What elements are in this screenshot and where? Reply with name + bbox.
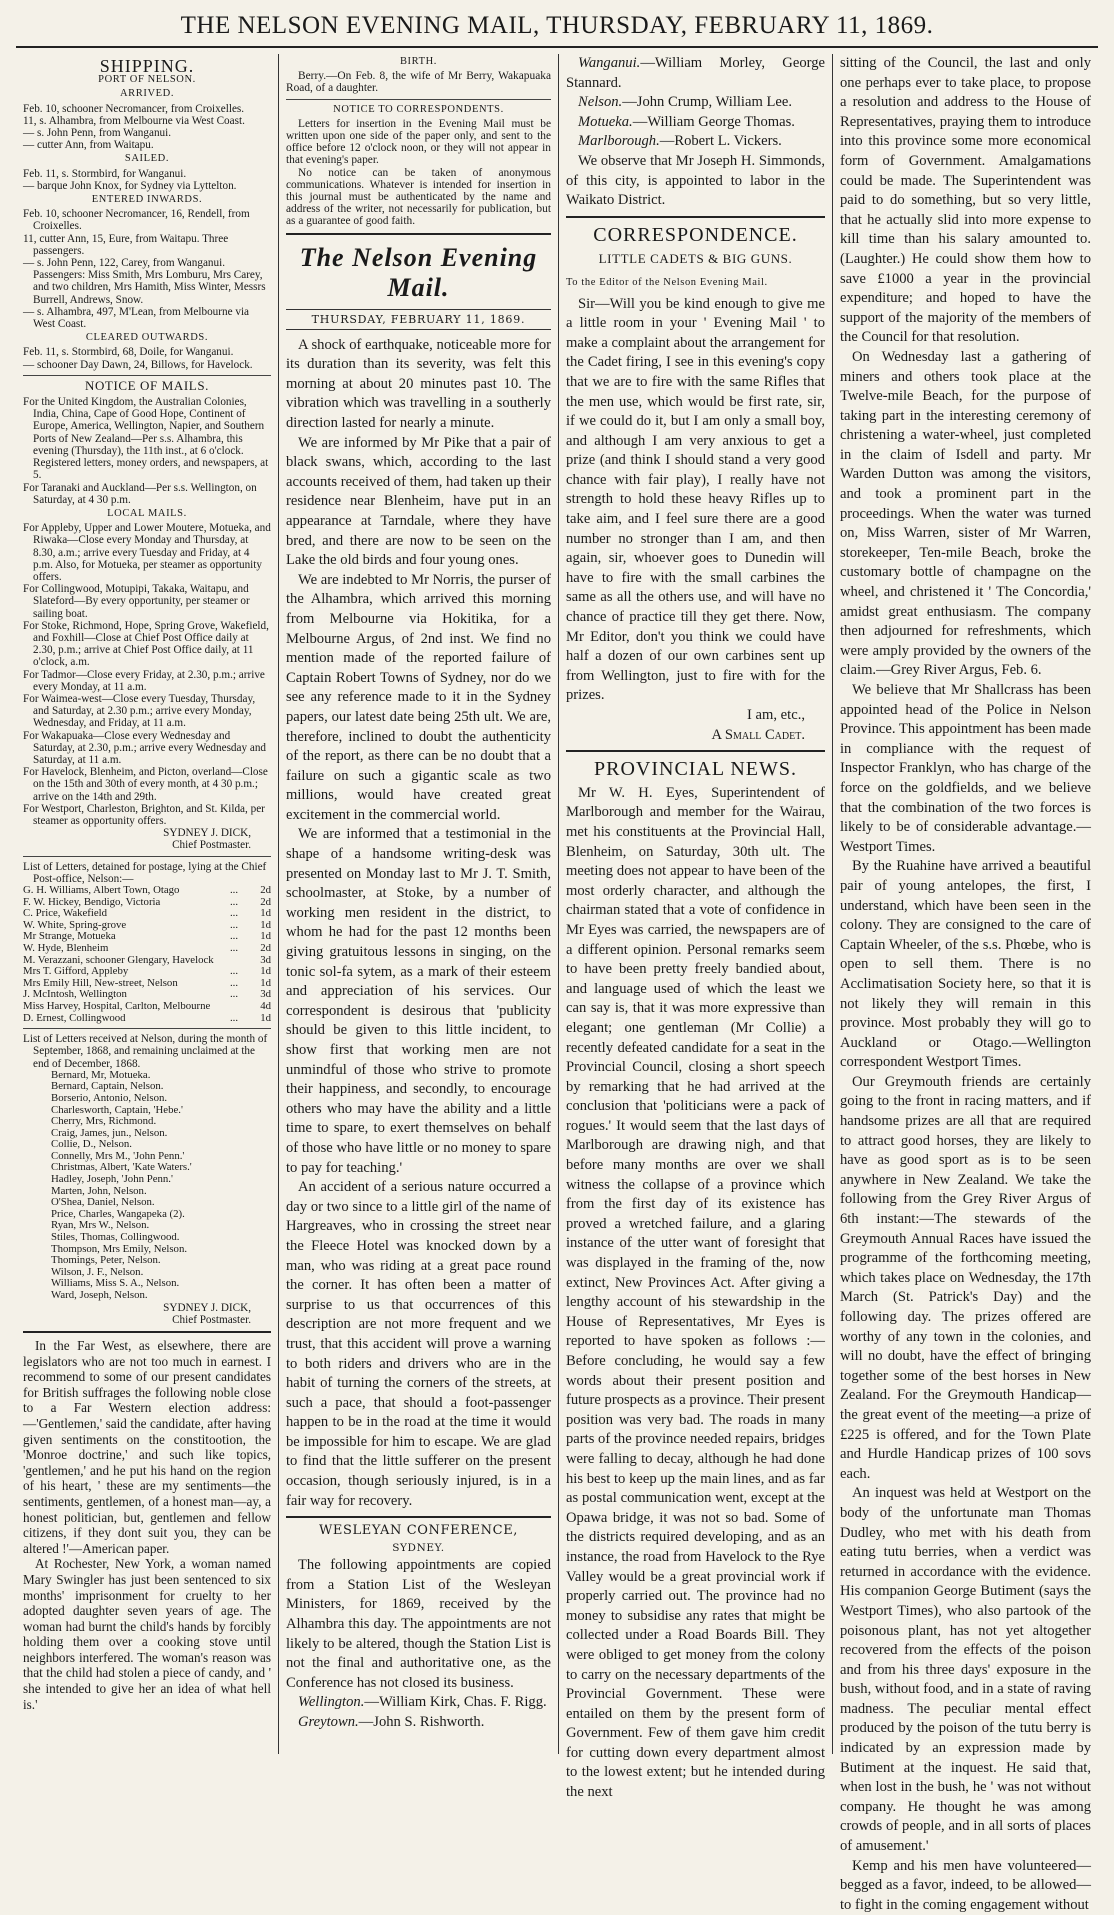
column-2	[279, 54, 559, 1754]
correspondence-heading: CORRESPONDENCE.	[593, 223, 798, 246]
table-row: D. Ernest, Collingwood ... 1d	[23, 1011, 271, 1024]
article-rochester: At Rochester, New York, a woman named Mary Swingler has just been sentenced to six months' imprisonment for cruelty to her adopted daughter seven years of age. The woman had burnt the child's hands by forcibly holding them over a cooking stove until neighbors interfered. The woman's reason was that the child had stolen a piece of candy, and ' she intended to give her an idea of what hell is.'	[23, 1556, 271, 1712]
entered-heading: ENTERED INWARDS.	[91, 194, 203, 206]
arrived-list	[23, 103, 271, 152]
provincial-heading: PROVINCIAL NEWS.	[593, 758, 798, 781]
appointment: Motueka.—William George Thomas.	[578, 113, 795, 130]
divider	[566, 216, 825, 218]
table-row: Mrs T. Gifford, Appleby ... 1d	[23, 965, 271, 978]
notice-heading: NOTICE TO CORRESPONDENTS.	[333, 103, 504, 115]
signature-name: SYDNEY J. DICK,	[163, 1301, 251, 1314]
list-item: Ryan, Mrs W., Nelson.	[51, 1219, 150, 1232]
local-mail-item: For Tadmor—Close every Friday, at 2.30, p.m.; arrive every Monday, at 11 a.m.	[23, 668, 265, 693]
table-row: Mr Strange, Motueka ... 1d	[23, 930, 271, 943]
divider	[23, 856, 271, 857]
shipping-heading: SHIPPING.	[99, 56, 195, 76]
signature-name: SYDNEY J. DICK,	[163, 827, 251, 840]
arrived-heading: ARRIVED.	[119, 88, 175, 100]
article-paragraph: sitting of the Council, the last and only one perhaps ever to take place, to propose a resolution and address to the House of Representatives, praying them to introduce into this province some more economical form of Government. Amalgamations could be made. The Superintendent was paid to do something, but so very little, that he actually slid into more expense to kill time than his salary amounted to. (Laughter.) He could show them how to save £1000 a year in the provincial expenditure; and hoped to have the support of the majority of the members of the Council for that resolution.	[840, 55, 1091, 346]
table-row: F. W. Hickey, Bendigo, Victoria ... 2d	[23, 895, 271, 908]
article-paragraph: On Wednesday last a gathering of miners and others took place at the Twelve-mile Beach, for the purpose of taking part in the interesting ceremony of christening a water-wheel, just completed in the claim of Isdell and party. Mr Warden Dutton was among the visitors, and took a prominent part in the proceedings. When the water was turned on, Miss Warren, sister of Mr Warren, storekeeper, Ten-mile Beach, broke the customary bottle of champagne on the wheel, and christened it ' The Concordia,' amidst great enthusiasm. The company then adjourned for refreshments, which were amply provided by the owners of the claim.—Grey River Argus, Feb. 6.	[840, 348, 1091, 679]
list-item: Bernard, Mr, Motueka.	[51, 1068, 151, 1081]
table-row: W. White, Spring-grove ... 1d	[23, 918, 271, 931]
article-paragraph: Mr W. H. Eyes, Superintendent of Marlborough and member for the Wairau, met his constituents at the Provincial Hall, Blenheim, on Saturday, 30th ult. The meeting does not appear to have been of the most orderly character, and although the chairman stated that a vote of confidence in Mr Eyes was carried, the newspapers are of a different opinion. Personal remarks seem to have been pretty freely bandied about, and language used of which the least we can say is, that it was more expressive than elegant; one gentleman (Mr Collie) a recently defeated candidate for a seat in the Provincial Council, closing a short speech by remarking that he had arrived at the conclusion that 'politicians were a pack of rogues.' It would seem that the last days of Marlborough are drawing nigh, and that before many months are over we shall witness the collapse of a province which from the first day of its existence has proved a wretched failure, and a glaring instance of the utter want of foresight that was displayed in the framing of the, now extinct, New Provinces Act. After giving a lengthy account of his stewardship in the House of Representatives, Mr Eyes is reported to have spoken as follows :—Before concluding, he would say a few words about their present position and future prospects as a province. Their present position was very bad. The roads in many parts of the province needed repairs, bridges were falling to decay, although he had done his best to keep up the main lines, and as far as postal communication went, except at the Opawa bridge, it was not so bad. Some of the districts required developing, and as an instance, the road from Havelock to the Rye Valley would be a great provincial work if properly carried out. The province had no money to subsidise any rates that might be collected under a Road Boards Bill. They were obliged to get money from the colony to carry on the necessary departments of the Provincial Government. These were entailed on them by the present form of Government. Few of them gave him credit for cutting down every department almost to the lowest extent; but he intended during the next	[566, 784, 825, 1801]
article-paragraph: An accident of a serious nature occurred a day or two since to a little girl of the name of Hargreaves, who in crossing the street near the Fleece Hotel was knocked down by a man, who was riding at a great pace round the corner. It has often been a matter of surprise to us that occurrences of this description are not more frequent and we trust, that this accident will prove a warning to both riders and drivers who are in the habit of turning the corners of the streets, at such a pace, that should a foot-passenger happen to be in the road at the time it would be impossible for him to escape. We are glad to find that the little sufferer on the present occasion, though seriously injured, is in a fair way for recovery.	[286, 1179, 551, 1509]
list-item: Williams, Miss S. A., Nelson.	[51, 1277, 180, 1290]
paper-title: The Nelson Evening Mail.	[299, 242, 538, 302]
wesleyan-heading: WESLEYAN CONFERENCE,	[318, 1523, 519, 1539]
list-item: Wilson, J. F., Nelson.	[51, 1265, 144, 1278]
letters-intro: List of Letters, detained for postage, lying at the Chief Post-office, Nelson:—	[23, 860, 267, 885]
notice-text: Letters for insertion in the Evening Mail must be written upon one side of the paper only, and sent to the office before 12 o'clock noon, or they will not appear in that evening's paper.	[286, 117, 551, 167]
mail-item: For the United Kingdom, the Australian Colonies, India, China, Cape of Good Hope, Continent of Europe, America, Wellington, Napier, and Southern Ports of New Zealand—Per s.s. Alhambra, this evening (Thursday), the 11th inst., at 6 o'clock. Registered letters, money orders, and newspapers, at 5.	[23, 396, 269, 482]
article-paragraph: We believe that Mr Shallcrass has been appointed head of the Police in Nelson Province. This appointment has been made in compliance with the request of Inspector Franklyn, who has charge of the force on the goldfields, and we believe that the combination of the two forces is likely to be of considerable advantage.—Westport Times.	[840, 682, 1092, 855]
article-paragraph: We are informed by Mr Pike that a pair of black swans, which, according to the last accounts received of them, had taken up their residence near Blenheim, have put in an appearance at Tarndale, where they have bred, and there are now to be seen on the Lake the old birds and four young ones.	[286, 434, 552, 569]
entered-item: Feb. 10, schooner Necromancer, 16, Rendell, from Croixelles.	[23, 208, 250, 233]
table-row: C. Price, Wakefield ... 1d	[23, 907, 271, 920]
appointment: Greytown.—John S. Rishworth.	[298, 1714, 485, 1731]
letter-signature: A Small Cadet.	[711, 726, 805, 743]
local-mail-item: For Waimea-west—Close every Tuesday, Thursday, and Saturday, at 2.30 p.m.; arrive every Monday, Wednesday, and Friday, at 11 a.m.	[23, 692, 256, 730]
divider	[286, 1516, 551, 1518]
divider	[566, 750, 825, 752]
arrived-item: — s. John Penn, from Wanganui.	[23, 127, 172, 140]
column-3	[559, 54, 833, 1801]
divider	[23, 1028, 271, 1029]
table-row: Miss Harvey, Hospital, Carlton, Melbourne 4d	[23, 999, 271, 1012]
entered-item: 11, cutter Ann, 15, Eure, from Waitapu. Three passengers.	[23, 232, 229, 257]
local-mail-item: For Westport, Charleston, Brighton, and St. Kilda, per steamer as opportunity offers.	[23, 802, 265, 827]
appointment: Nelson.—John Crump, William Lee.	[578, 94, 792, 111]
local-mails-heading: LOCAL MAILS.	[107, 507, 187, 519]
table-row: W. Hyde, Blenheim ... 2d	[23, 941, 271, 954]
letter-text: Sir—Will you be kind enough to give me a little room in your ' Evening Mail ' to make a complaint about the arrangement for the Cadet firing, I see in this evening's copy that we are to fire with the same Rifles that the men use, which would be first rate, sir, if we could do it, but I am only a small boy, and although I am very anxious to get a prize (and think I should stand a very good chance with fair play), I really have not strength to hold these heavy Rifles up to take aim, and I feel sure there are a good number no stronger than I am, and then again, sir, whoever goes to Dunedin will have to fire with the small carbines the same as all the others use, and will have no chance of practice till they get there. Now, Mr Editor, don't you think we could have half a dozen of our own carbines sent up from Wellington, just to fire with for the prizes.	[566, 295, 825, 704]
wesleyan-text: The following appointments are copied from a Station List of the Wesleyan Ministers, for 1869, received by the Alhambra this day. The appointments are not likely to be altered, though the Station List is not the final and authoritative one, as the Conference has not closed its business.	[286, 1557, 551, 1691]
birth-notice: Berry.—On Feb. 8, the wife of Mr Berry, Wakapuaka Road, of a daughter.	[286, 70, 551, 95]
table-row: J. McIntosh, Wellington ... 3d	[23, 988, 271, 1001]
list-item: Ward, Joseph, Nelson.	[51, 1289, 148, 1302]
unclaimed-list	[23, 1070, 271, 1302]
entered-item: — s. Alhambra, 497, M'Lean, from Melbourne via West Coast.	[23, 305, 250, 331]
list-item: Christmas, Albert, 'Kate Waters.'	[51, 1161, 192, 1174]
signature-title: Chief Postmaster.	[172, 1313, 251, 1326]
list-item: Cherry, Mrs, Richmond.	[51, 1115, 157, 1128]
article-paragraph: By the Ruahine have arrived a beautiful pair of young antelopes, the first, I understand, which have been seen in the colony. They are consigned to the care of Captain Wheeler, of the s.s. Phœbe, who is open to sell them. There is no Acclimatisation Society here, so that it is not likely they will remain in this province. Most probably they will go to Auckland or Otago.—Wellington correspondent Westport Times.	[840, 858, 1091, 1071]
local-mail-item: For Appleby, Upper and Lower Moutere, Motueka, and Riwaka—Close every Monday and Thursday, at 8.30, a.m.; arrive every Tuesday and Friday, at 4 p.m. Also, for Motueka, per steamer as opportunity offers.	[23, 522, 271, 583]
birth-heading: BIRTH.	[399, 56, 438, 67]
article-paragraph: Kemp and his men have volunteered—begged as a favor, indeed, to be allowed—to fight in the coming engagement without	[840, 1857, 1091, 1913]
list-item: Marten, John, Nelson.	[51, 1184, 147, 1197]
column-1	[16, 54, 279, 1754]
arrived-item: Feb. 10, schooner Necromancer, from Croixelles.	[23, 102, 245, 115]
article-paragraph: A shock of earthquake, noticeable more for its duration than its severity, was felt this morning at about 20 minutes past 10. The vibration which was travelling in a southerly direction lasted for nearly a minute.	[286, 336, 551, 432]
entered-item: — s. John Penn, 122, Carey, from Wanganui. Passengers: Miss Smith, Mrs Lomburu, Mrs Carey, and two children, Mrs Hamith, Miss Winter, Messrs Burrell, Andrews, Snow.	[23, 257, 266, 306]
list-item: Charlesworth, Captain, 'Hebe.'	[51, 1103, 183, 1116]
list-item: Hadley, Joseph, 'John Penn.'	[51, 1173, 173, 1186]
list-item: Price, Charles, Wangapeka (2).	[51, 1207, 185, 1220]
divider	[23, 375, 271, 376]
divider	[286, 233, 551, 235]
list-item: Stiles, Thomas, Collingwood.	[51, 1231, 180, 1244]
article-paragraph: Our Greymouth friends are certainly going to the front in racing matters, and if handsome prizes are all that are required to attract good horses, they are likely to have as good sport as is to be seen anywhere in New Zealand. We take the following from the Grey River Argus of 6th instant:—The stewards of the Greymouth Annual Races have issued the programme of the forthcoming meeting, which takes place on Wednesday, the 17th March (St. Patrick's Day) and the following day. The prizes offered are worthy of any town in the colonies, and will no doubt, have the effect of bringing together some of the best horses in New Zealand. For the Greymouth Handicap—the great event of the meeting—a prize of £225 is offered, and for the Town Plate and Hurdle Handicap prizes of 100 sovs each.	[840, 1073, 1091, 1482]
cleared-item: Feb. 11, s. Stormbird, 68, Doile, for Wanganui.	[23, 346, 234, 359]
list-item: Thomings, Peter, Nelson.	[51, 1254, 161, 1267]
article-far-west: In the Far West, as elsewhere, there are legislators who are not too much in earnest. I recommend to some of our present candidates for British suffrages the following noble close to a Far Western election address:—'Gentlemen,' said the candidate, after having given sentiments on the constitootion, the 'Monroe doctrine,' and such like topics, 'gentlemen,' and he put his hand on the region of his heart, ' these are my sentiments—the sentiments, gentlemen, of a honest man—ay, a honest politician, but, gentlemen and fellow citizens, if they dont suit you, they can be altered !'—American paper.	[23, 1338, 271, 1556]
mail-item: For Taranaki and Auckland—Per s.s. Wellington, on Saturday, at 4 30 p.m.	[23, 481, 257, 506]
correspondence-subheading: LITTLE CADETS & BIG GUNS.	[598, 251, 793, 267]
list-item: Borserio, Antonio, Nelson.	[51, 1091, 168, 1104]
column-4	[833, 54, 1098, 1913]
letter-closing: I am, etc.,	[747, 707, 805, 723]
divider	[286, 99, 551, 100]
local-mail-item: For Collingwood, Motupipi, Takaka, Waitapu, and Slateford—By every opportunity, per steamer or sailing boat.	[23, 583, 250, 620]
local-mail-item: For Stoke, Richmond, Hope, Spring Grove, Wakefield, and Foxhill—Close at Chief Post Office daily at 2.30, p.m.; arrive at Chief Post Office daily, at 11 o'clock, a.m.	[23, 619, 269, 669]
unclaimed-intro: List of Letters received at Nelson, during the month of September, 1868, and remaining unclaimed at the end of December, 1868.	[23, 1033, 268, 1070]
sailed-item: Feb. 11, s. Stormbird, for Wanganui.	[23, 167, 187, 180]
list-item: Thompson, Mrs Emily, Nelson.	[51, 1242, 188, 1255]
arrived-item: — cutter Ann, from Waitapu.	[23, 139, 154, 152]
list-item: O'Shea, Daniel, Nelson.	[51, 1196, 155, 1209]
masthead: THE NELSON EVENING MAIL, THURSDAY, FEBRUARY 11, 1869.	[16, 8, 1098, 48]
local-mail-item: For Havelock, Blenheim, and Picton, overland—Close on the 15th and 30th of every month, at 4 30 p.m.; arrive on the 14th and 29th.	[23, 766, 268, 803]
article-paragraph: An inquest was held at Westport on the body of the unfortunate man Thomas Dudley, who met with his death from eating tutu berries, when a verdict was returned in accordance with the evidence. His companion George Butiment (says the Westport Times), who also partook of the poisonous plant, has not yet altogether recovered from the effects of the poison and from his three days' exposure in the bush, without food, and in a state of raving madness. The peculiar mental effect produced by the poison of the tutu berry is indicated by an expression made by Butiment at the inquest. He said that, when lost in the bush, he ' was not without company. He thought he was among crowds of people, and in all sorts of places of amusement.'	[840, 1485, 1091, 1855]
mails-heading: NOTICE OF MAILS.	[84, 377, 210, 393]
local-mail-item: For Wakapuaka—Close every Wednesday and Saturday, at 2.30, p.m.; arrive every Wednesday and Saturday, at 11 a.m.	[23, 729, 267, 766]
letters-table	[23, 885, 271, 1024]
wesleyan-subheading: SYDNEY.	[392, 1542, 445, 1555]
arrived-item: 11, s. Alhambra, from Melbourne via West Coast.	[23, 114, 245, 127]
table-row: G. H. Williams, Albert Town, Otago ... 2d	[23, 884, 271, 896]
columns	[16, 54, 1098, 1913]
sailed-item: — barque John Knox, for Sydney via Lyttelton.	[23, 179, 237, 192]
appointment: Wanganui.—William Morley, George Stannard.	[566, 55, 825, 91]
article-paragraph: We observe that Mr Joseph H. Simmonds, of this city, is appointed to labor in the Waikato District.	[566, 152, 825, 209]
table-row: Mrs Emily Hill, New-street, Nelson ... 1d	[23, 976, 271, 989]
list-item: Collie, D., Nelson.	[51, 1138, 132, 1151]
dateline: THURSDAY, FEBRUARY 11, 1869.	[286, 309, 551, 330]
port-heading: PORT OF NELSON.	[98, 74, 196, 86]
cleared-heading: CLEARED OUTWARDS.	[85, 332, 209, 344]
appointment: Wellington.—William Kirk, Chas. F. Rigg.	[298, 1694, 547, 1711]
article-paragraph: We are informed that a testimonial in the shape of a handsome writing-desk was presented on Monday last to Mr J. T. Smith, schoolmaster, at Stoke, by a number of working men resident in the district, to whom he had for the past 12 months been giving gratuitous lessons in singing, on the tonic sol-fa sytem, as a mark of their esteem and appreciation of his services. Our correspondent is desirous that 'publicity should be given to this little incident, to show first that working men are not unmindful of those who strive to promote their happiness, and secondly, to encourage others who may have the ability and a little time to spare, to exert themselves on behalf of those who have little or no money to spare to pay for teaching.'	[286, 826, 551, 1176]
notice-text: No notice can be taken of anonymous communications. Whatever is intended for insertion in this journal must be authenticated by the name and address of the writer, not necessarily for publication, but as a guarantee of good faith.	[286, 166, 551, 228]
list-item: Craig, James, jun., Nelson.	[51, 1126, 168, 1139]
list-item: Connelly, Mrs M., 'John Penn.'	[51, 1149, 185, 1162]
cleared-item: — schooner Day Dawn, 24, Billows, for Havelock.	[23, 358, 253, 371]
table-row: M. Verazzani, schooner Glengary, Havelock 3d	[23, 953, 271, 966]
sailed-heading: SAILED.	[124, 153, 170, 165]
appointment: Marlborough.—Robert L. Vickers.	[578, 133, 782, 150]
list-item: Bernard, Captain, Nelson.	[51, 1080, 164, 1093]
divider	[23, 1331, 271, 1333]
correspondence-addressee: To the Editor of the Nelson Evening Mail.	[566, 276, 768, 288]
signature-title: Chief Postmaster.	[172, 839, 251, 852]
article-paragraph: We are indebted to Mr Norris, the purser of the Alhambra, which arrived this morning from Melbourne via Hokitika, for a Melbourne Argus, of 2nd inst. We find no mention made of the reported failure of Captain Robert Towns of Sydney, nor do we see any reference made to it in the Sydney papers, our latest date being 25th ult. We are, therefore, inclined to doubt the authenticity of the report, as there can be no doubt that a failure on such a gigantic scale as two millions, would have created great excitement in the commercial world.	[286, 571, 551, 823]
